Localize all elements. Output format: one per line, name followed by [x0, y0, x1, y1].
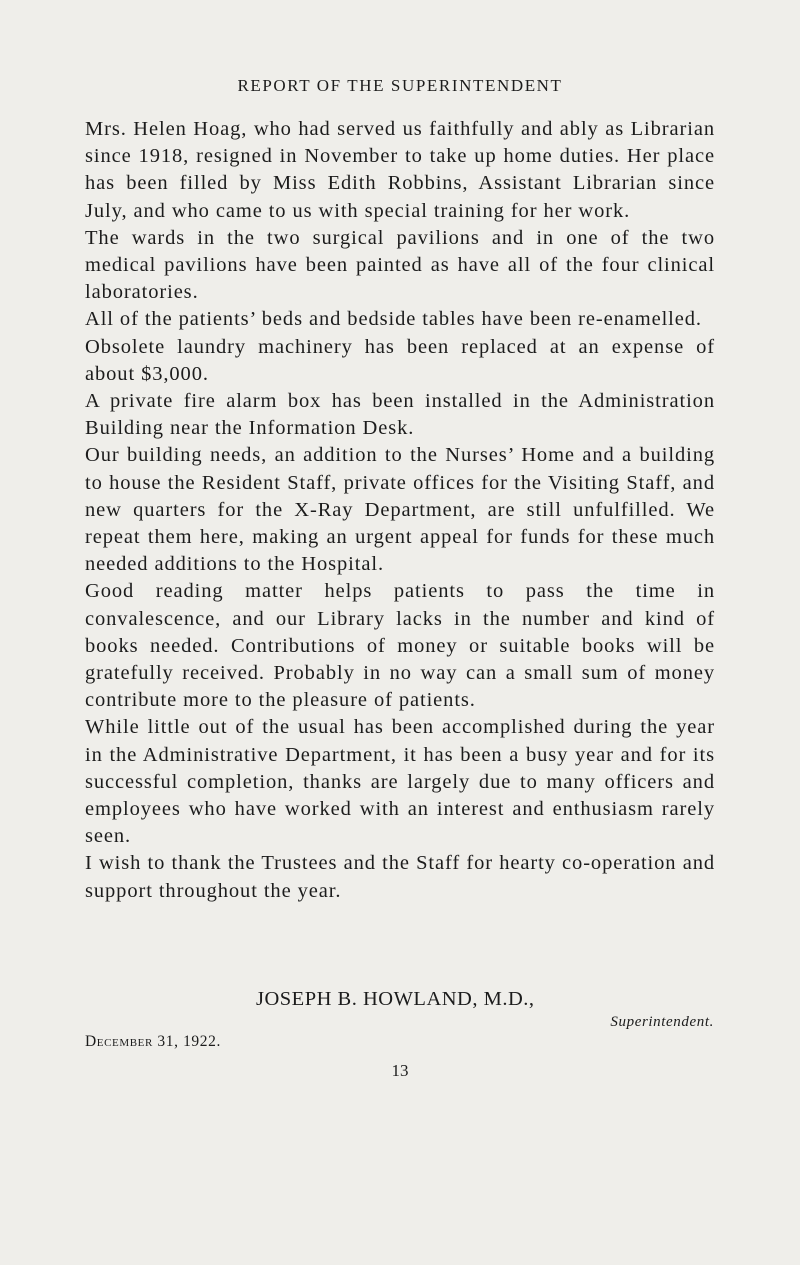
- report-body: [85, 116, 715, 905]
- paragraph-library-books: Good reading matter helps patients to pass the time in convalescence, and our Library lacks in the number and kind of books needed. Contributions of money or suitable books will be gratefully received. Probably in no way can a small sum of money contribute more to the pleasure of patients.: [85, 580, 715, 712]
- paragraph-librarian: Mrs. Helen Hoag, who had served us faithfully and ably as Librarian since 1918, resigned in November to take up home duties. Her place has been filled by Miss Edith Robbins, Assistant Librarian since July, and who came to us with special training for her work.: [85, 118, 715, 222]
- date-day-year: 31, 1922.: [152, 1033, 221, 1050]
- paragraph-laundry-machinery: Obsolete laundry machinery has been replaced at an expense of about $3,000.: [85, 335, 715, 385]
- paragraph-wards-painted: The wards in the two surgical pavilions and in one of the two medical pavilions have been painted as have all of the four clinical laboratories.: [85, 226, 715, 304]
- signature-name: JOSEPH B. HOWLAND, M.D.,: [256, 988, 535, 1010]
- date-month: December: [85, 1033, 153, 1050]
- signature-title: Superintendent.: [610, 1014, 714, 1030]
- paragraph-beds-reenamelled: All of the patients’ beds and bedside tables have been re-enamelled.: [85, 308, 702, 331]
- paragraph-thanks: I wish to thank the Trustees and the Staff for hearty co-operation and support throughout the year.: [85, 852, 715, 902]
- running-header: REPORT OF THE SUPERINTENDENT: [237, 76, 563, 95]
- page-number: 13: [391, 1061, 409, 1080]
- report-date: [85, 1033, 221, 1051]
- paragraph-fire-alarm: A private fire alarm box has been installed in the Administration Building near the Information Desk.: [85, 390, 715, 440]
- paragraph-administrative-department: While little out of the usual has been accomplished during the year in the Administrative Department, it has been a busy year and for its successful completion, thanks are largely due to many officers and employees who have worked with an interest and enthusiasm rarely seen.: [85, 716, 715, 848]
- paragraph-building-needs: Our building needs, an addition to the Nurses’ Home and a building to house the Resident Staff, private offices for the Visiting Staff, and new quarters for the X-Ray Department, are still unfulfilled. We repeat them here, making an urgent appeal for funds for these much needed additions to the Hospital.: [85, 444, 715, 576]
